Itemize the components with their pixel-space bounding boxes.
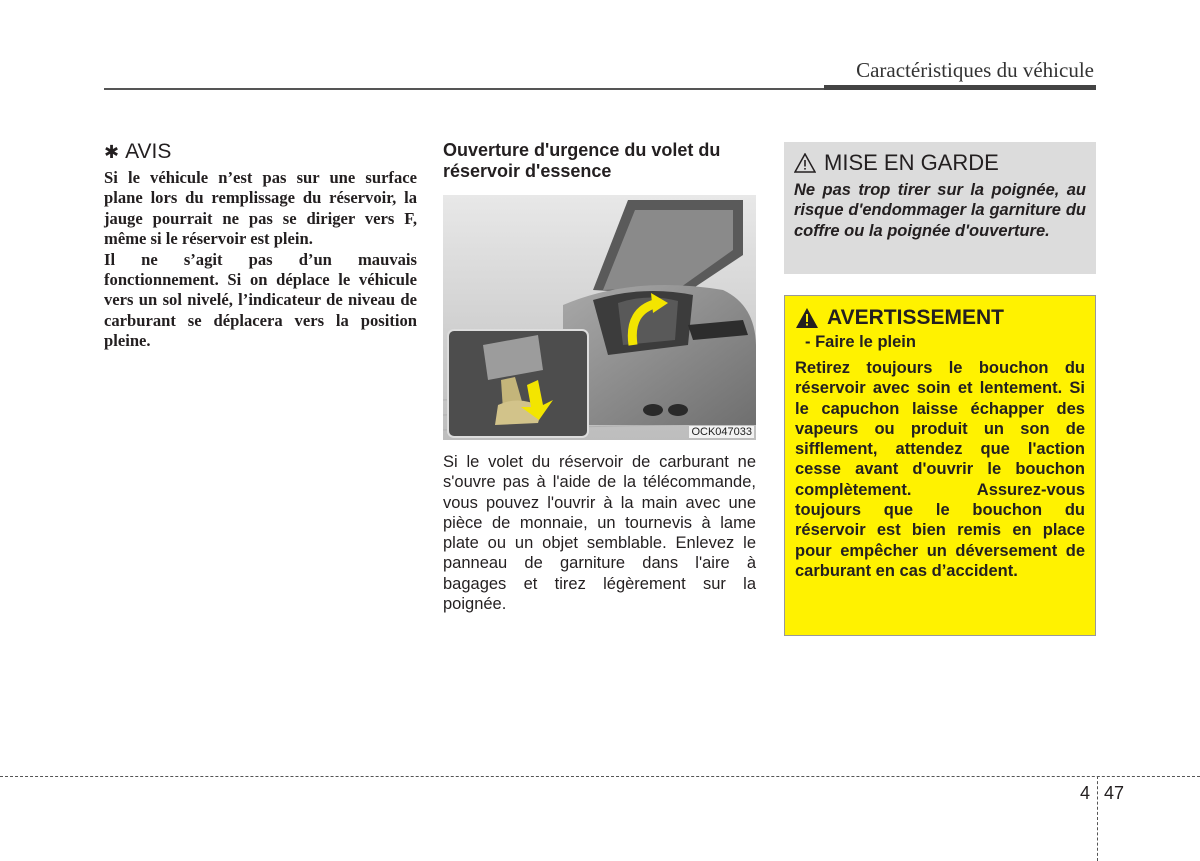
section-title: Ouverture d'urgence du volet du réservoir d'essence — [443, 140, 721, 181]
caution-box — [784, 142, 1096, 274]
header-rule-accent — [824, 85, 1096, 90]
asterisk-icon: ✱ — [104, 142, 120, 162]
warning-triangle-icon — [795, 307, 819, 329]
page-number: 47 — [1104, 783, 1125, 803]
footer-rule — [0, 776, 1200, 777]
fuel-door-section — [443, 140, 756, 614]
caution-title: MISE EN GARDE — [824, 150, 999, 175]
avis-section — [104, 140, 417, 352]
caution-heading — [794, 150, 1086, 176]
car-trunk-image — [443, 195, 756, 440]
warning-text: Retirez toujours le bouchon du réservoir avec soin et lentement. Si le capuchon laisse échapper des vapeurs ou produit un son de sifflement, attendez que l'action cesse avant d'ouvrir le bouchon complètement. Assurez-vous toujours que le bouchon du réservoir est bien remis en place pour empêcher un déversement de carburant en cas d’accident. — [795, 359, 1085, 580]
caution-text: Ne pas trop tirer sur la poignée, au risque d'endommager la garniture du coffre ou la poignée d'ouverture. — [794, 181, 1086, 240]
warning-heading — [795, 306, 1085, 330]
warning-triangle-outline-icon — [794, 153, 816, 173]
running-header: Caractéristiques du véhicule — [856, 58, 1094, 82]
warning-title: AVERTISSEMENT — [827, 306, 1004, 329]
avis-paragraph-1: Si le véhicule n’est pas sur une surface plane lors du remplissage du réservoir, la jauge pourrait ne pas se diriger vers F, même si le réservoir est plein. — [104, 168, 417, 249]
avis-title: AVIS — [125, 140, 172, 163]
avis-heading — [104, 140, 417, 164]
section-body: Si le volet du réservoir de carburant ne s'ouvre pas à l'aide de la télécommande, vous pouvez l'ouvrir à la main avec une pièce de monnaie, un tournevis à lame plate ou un objet semblable. Enlevez le panneau de garniture dans l'aire à bagages et tirez légèrement sur la poignée. — [443, 453, 756, 614]
warning-subtitle: - Faire le plein — [805, 333, 916, 351]
footer-divider — [1097, 776, 1098, 861]
avis-paragraph-2: Il ne s’agit pas d’un mauvais fonctionnement. Si on déplace le véhicule vers un sol nivelé, l’indicateur de niveau de carburant se déplacera vers la position pleine. — [104, 249, 417, 351]
warning-box — [784, 295, 1096, 636]
trunk-illustration — [443, 195, 756, 440]
chapter-number: 4 — [1080, 783, 1091, 803]
figure-code: OCK047033 — [691, 426, 752, 438]
